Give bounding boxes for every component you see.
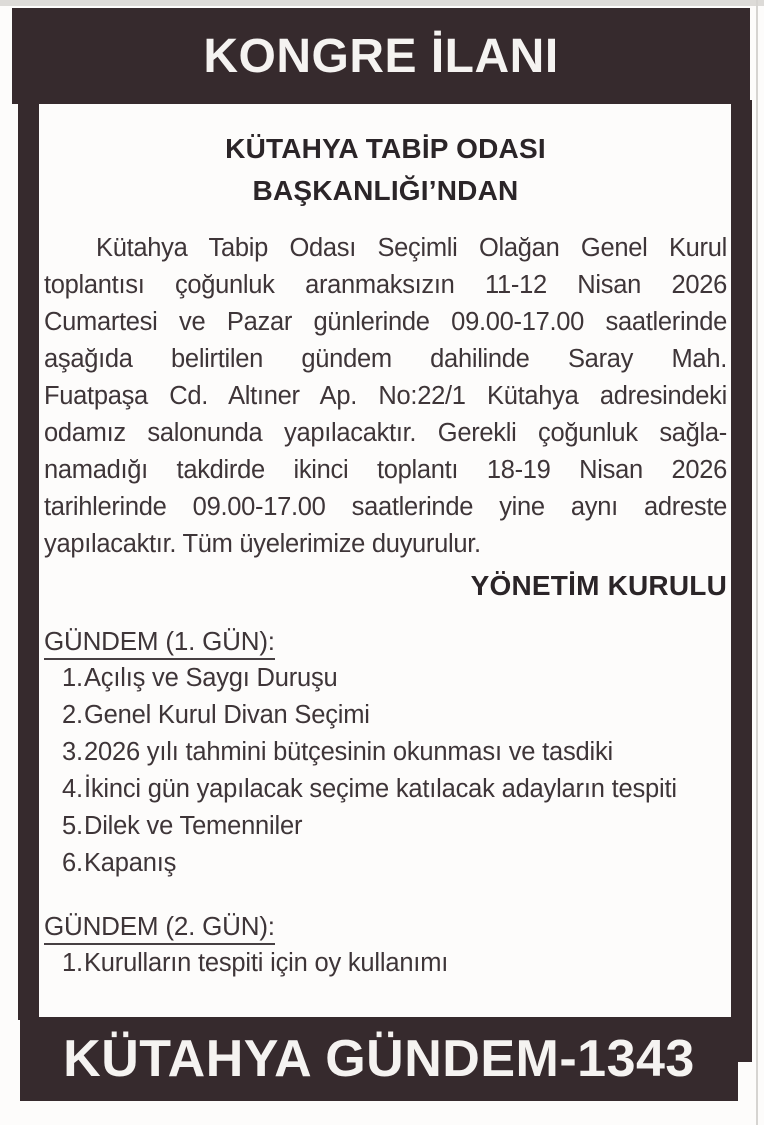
paragraph-line: aşağıda belirtilen gündem dahilinde Saray Mah.: [44, 345, 727, 373]
paragraph-line: odamız salonunda yapılacaktır. Gerekli çoğunluk sağla-: [44, 419, 727, 447]
signature-board: YÖNETİM KURULU: [470, 570, 727, 601]
agenda-item-number: 4.: [62, 775, 83, 803]
paragraph-line: tarihlerinde 09.00-17.00 saatlerinde yine aynı adreste: [44, 493, 727, 521]
agenda-item-text: Genel Kurul Divan Seçimi: [84, 701, 370, 729]
agenda-day2: [44, 908, 727, 982]
agenda-item: [44, 945, 727, 982]
agenda-item: [44, 734, 727, 771]
agenda-day1-heading: [44, 623, 727, 660]
agenda-item-number: 6.: [62, 849, 83, 877]
agenda-item-text: Kurulların tespiti için oy kullanımı: [84, 949, 449, 977]
paragraph-line: Cumartesi ve Pazar günlerinde 09.00-17.00 saatlerinde: [44, 308, 727, 336]
right-frame-border: [731, 100, 752, 1062]
left-frame-border: [18, 100, 39, 1020]
footer-banner-text: KÜTAHYA GÜNDEM-1343: [63, 1030, 695, 1088]
org-title-line1: KÜTAHYA TABİP ODASI: [225, 133, 546, 164]
agenda-item-text: 2026 yılı tahmini bütçesinin okunması ve tasdiki: [84, 738, 614, 766]
header-banner-text: KONGRE İLANI: [203, 29, 559, 83]
header-banner: [12, 8, 750, 104]
agenda-item-text: Dilek ve Temenniler: [84, 812, 303, 840]
agenda-item: [44, 660, 727, 697]
agenda-item: [44, 771, 727, 808]
agenda-day1-heading-text: GÜNDEM (1. GÜN):: [44, 626, 275, 660]
agenda-item-number: 2.: [62, 701, 83, 729]
paragraph-line: Kütahya Tabip Odası Seçimli Olağan Genel Kurul: [96, 234, 727, 262]
paragraph-line: toplantısı çoğunluk aranmaksızın 11-12 Nisan 2026: [44, 271, 727, 299]
agenda-day1: [44, 623, 727, 882]
agenda-item-number: 3.: [62, 738, 83, 766]
agenda-item: [44, 845, 727, 882]
agenda-item-number: 5.: [62, 812, 83, 840]
agenda-day2-heading-text: GÜNDEM (2. GÜN):: [44, 911, 275, 945]
agenda-item: [44, 697, 727, 734]
scan-edge-top: [0, 0, 764, 6]
agenda-item-text: Açılış ve Saygı Duruşu: [84, 664, 338, 692]
agenda-item-number: 1.: [62, 664, 83, 692]
paragraph-line: namadığı takdirde ikinci toplantı 18-19 Nisan 2026: [44, 456, 727, 484]
org-title-line2: BAŞKANLIĞI’NDAN: [252, 175, 519, 206]
announcement-paragraph: [44, 230, 727, 563]
agenda-day2-heading: [44, 908, 727, 945]
scan-edge-right: [756, 0, 758, 1125]
footer-banner: [20, 1017, 738, 1101]
agenda-item-text: İkinci gün yapılacak seçime katılacak adayların tespiti: [84, 775, 677, 803]
paragraph-line: yapılacaktır. Tüm üyelerimize duyurulur.: [44, 530, 481, 558]
announcement-content: [44, 104, 727, 982]
org-title: [44, 128, 727, 212]
paragraph-line: Fuatpaşa Cd. Altıner Ap. No:22/1 Kütahya adresindeki: [44, 382, 727, 410]
agenda-item-text: Kapanış: [84, 849, 177, 877]
agenda-item-number: 1.: [62, 949, 83, 977]
agenda-item: [44, 808, 727, 845]
